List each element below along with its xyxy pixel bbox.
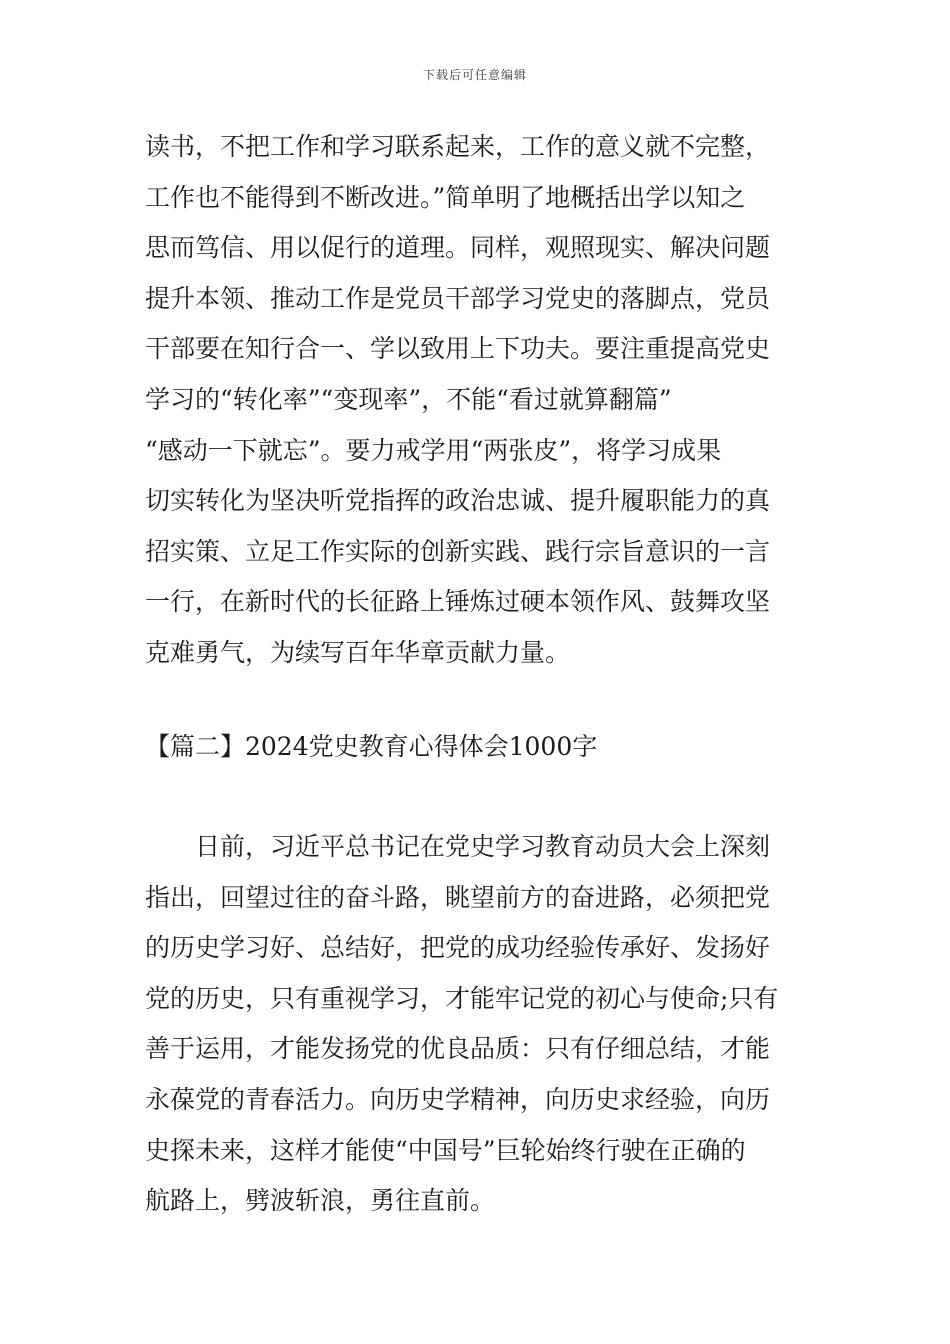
paragraph-line: 一行，在新时代的长征路上锤炼过硬本领作风、鼓舞攻坚 — [145, 587, 771, 617]
paragraph-line: 党的历史，只有重视学习，才能牢记党的初心与使命;只有 — [145, 983, 779, 1013]
paragraph-line: 克难勇气，为续写百年华章贡献力量。 — [145, 637, 571, 667]
paragraph-line: 史探未来，这样才能使“中国号”巨轮始终行驶在正确的 — [145, 1135, 746, 1165]
section2-heading: 【篇二】2024党史教育心得体会1000字 — [145, 732, 598, 761]
paragraph-line: “感动一下就忘”。要力戒学用“两张皮”，将学习成果 — [145, 435, 722, 465]
paragraph-line: 指出，回望过往的奋斗路，眺望前方的奋进路，必须把党 — [145, 882, 771, 912]
header-note: 下载后可任意编辑 — [422, 68, 527, 82]
paragraph-line: 读书，不把工作和学习联系起来，工作的意义就不完整， — [145, 132, 771, 161]
paragraph-line: 干部要在知行合一、学以致用上下功夫。要注重提高党史 — [145, 334, 771, 364]
paragraph-line: 永葆党的青春活力。向历史学精神，向历史求经验，向历 — [145, 1084, 771, 1114]
paragraph-line: 善于运用，才能发扬党的优良品质：只有仔细总结，才能 — [145, 1034, 771, 1064]
paragraph-line: 日前，习近平总书记在党史学习教育动员大会上深刻 — [145, 832, 771, 861]
paragraph-line: 思而笃信、用以促行的道理。同样，观照现实、解决问题 — [145, 233, 771, 263]
paragraph-line: 切实转化为坚决听党指挥的政治忠诚、提升履职能力的真 — [145, 486, 771, 516]
paragraph-line: 航路上，劈波斩浪，勇往直前。 — [145, 1186, 496, 1216]
paragraph-line: 工作也不能得到不断改进。”简单明了地概括出学以知之 — [145, 182, 746, 212]
section2-paragraph — [145, 822, 810, 1227]
paragraph-line: 招实策、立足工作实际的创新实践、践行宗旨意识的一言 — [145, 536, 771, 566]
paragraph-line: 学习的“转化率”“变现率”，不能“看过就算翻篇” — [145, 384, 672, 414]
paragraph-line: 提升本领、推动工作是党员干部学习党史的落脚点，党员 — [145, 283, 771, 313]
paragraph-line: 的历史学习好、总结好，把党的成功经验传承好、发扬好 — [145, 933, 771, 963]
section1-paragraph — [145, 122, 810, 679]
